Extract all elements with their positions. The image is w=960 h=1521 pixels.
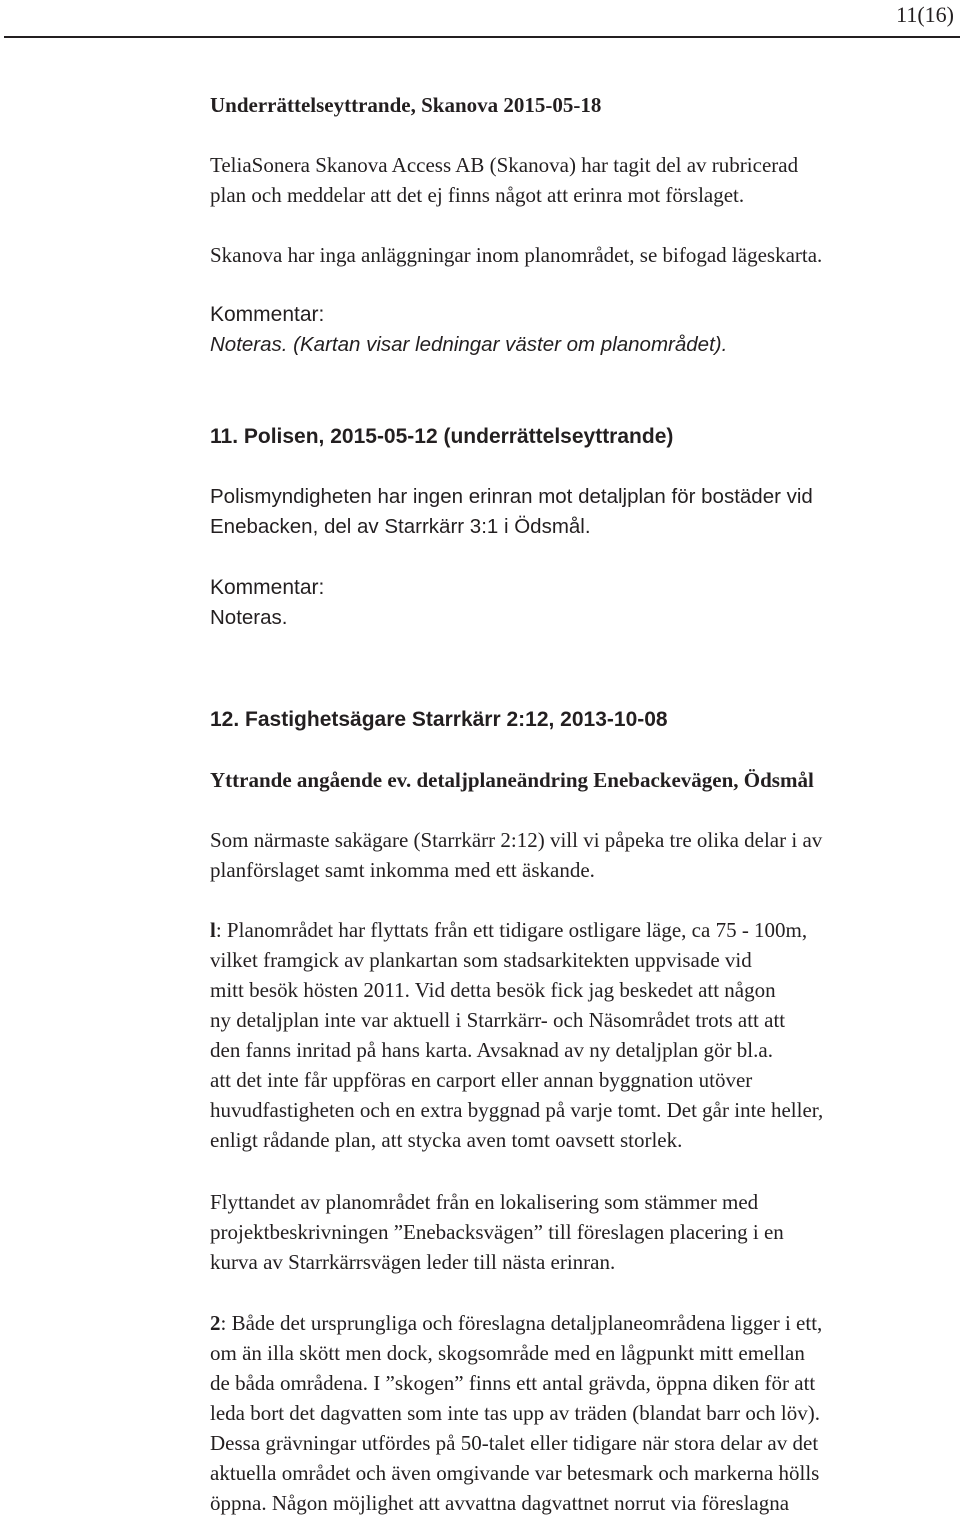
polisen-comment-text: Noteras.: [210, 606, 288, 629]
point-2-text: : Både det ursprungliga och föreslagna detaljplaneområdena ligger i ett, om än illa skött men dock, skogsområde med en lågpunkt mitt emellan de båda områdena. I ”skogen” finns ett antal grävda, öppna diken för att leda bort det dagvatten som inte tas upp av träden (blandat barr och löv). Dessa grävningar utfördes på 50-talet eller tidigare när stora delar av det aktuella området och även omgivande var betesmark och markerna hölls öppna. Någon möjlighet att avvattna dagvattnet norrut via föreslagna: [210, 1311, 823, 1515]
fastighetsagare-subheading: Yttrande angående ev. detaljplaneändring Enebackevägen, Ödsmål: [210, 768, 814, 792]
skanova-comment-text: Noteras. (Kartan visar ledningar väster om planområdet).: [210, 333, 728, 356]
header-rule: [4, 36, 960, 38]
point-1-followup: Flyttandet av planområdet från en lokalisering som stämmer med projektbeskrivningen ”Enebacksvägen” till föreslagen placering i en kurva av Starrkärrsvägen leder till nästa erinran.: [210, 1190, 784, 1274]
point-1: [210, 915, 955, 1155]
skanova-comment-label: Kommentar:: [210, 303, 325, 326]
skanova-heading: Underrättelseyttrande, Skanova 2015-05-18: [210, 93, 602, 117]
page-number: 11(16): [896, 2, 954, 27]
fastighetsagare-intro: Som närmaste sakägare (Starrkärr 2:12) vill vi påpeka tre olika delar i av planförslaget samt inkomma med ett äskande.: [210, 828, 823, 882]
polisen-paragraph: Polismyndigheten har ingen erinran mot detaljplan för bostäder vid Enebacken, del av Starrkärr 3:1 i Ödsmål.: [210, 485, 813, 538]
point-1-text: : Planområdet har flyttats från ett tidigare ostligare läge, ca 75 - 100m, vilket framgick av plankartan som stadsarkitekten uppvisade vid mitt besök hösten 2011. Vid detta besök fick jag beskedet att någon ny detaljplan inte var aktuell i Starrkärr- och Näsområdet trots att att den fanns inritad på hans karta. Avsaknad av ny detaljplan gör bl.a. att det inte får uppföras en carport eller annan byggnation utöver huvudfastigheten och en extra byggnad på varje tomt. Det går inte heller, enligt rådande plan, att stycka aven tomt oavsett storlek.: [210, 918, 824, 1152]
point-2-number: 2: [210, 1311, 221, 1335]
skanova-paragraph-1: TeliaSonera Skanova Access AB (Skanova) har tagit del av rubricerad plan och meddelar att det ej finns något att erinra mot förslaget.: [210, 153, 799, 207]
point-2: [210, 1308, 955, 1518]
fastighetsagare-heading: 12. Fastighetsägare Starrkärr 2:12, 2013-10-08: [210, 708, 668, 731]
polisen-heading: 11. Polisen, 2015-05-12 (underrättelseyttrande): [210, 425, 674, 448]
point-1-number: l: [210, 918, 216, 942]
skanova-paragraph-2: Skanova har inga anläggningar inom planområdet, se bifogad lägeskarta.: [210, 243, 823, 267]
polisen-comment-label: Kommentar:: [210, 576, 325, 599]
